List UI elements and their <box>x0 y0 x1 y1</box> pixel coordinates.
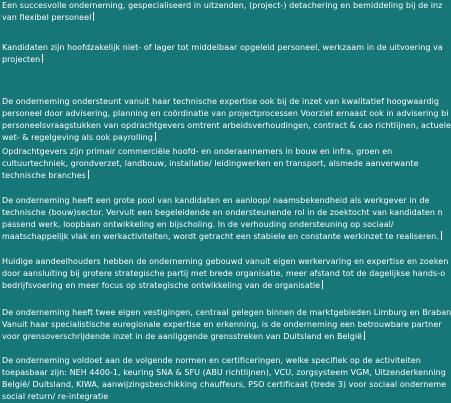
paragraph-candidate-pool <box>2 195 443 243</box>
paragraph-line: Opdrachtgevers zijn primair commerciële hoofd- en onderaannemers in bouw en infra, groen en <box>2 147 393 156</box>
paragraph-line: van flexibel personeel <box>2 12 442 24</box>
paragraph-line: De onderneming voldoet aan de volgende normen en certificeringen, welke specifiek op de activiteiten <box>2 356 421 365</box>
paragraph-line: voor grensoverschrijdende inzet in de aanliggende grensstreken van Duitsland en België <box>2 331 451 343</box>
paragraph-line: personeel door advisering, planning en coördinatie van projectprocessen Voorziet ernaast ook in advisering bi <box>2 109 449 118</box>
paragraph-line: projecten <box>2 54 443 66</box>
text-cursor <box>441 231 442 240</box>
text-cursor <box>88 170 89 179</box>
paragraph-line: door aansluiting bij grotere strategische partij met brede organisatie, meer afstand tot de dagelijkse hands-o <box>2 269 446 278</box>
paragraph-line: technische branches <box>2 170 419 182</box>
paragraph-locations <box>2 307 451 343</box>
paragraph-certifications <box>2 355 446 403</box>
text-cursor <box>42 54 43 63</box>
paragraph-line: maatschappelijk vlak en werkactiviteiten, wordt getracht een stabiele en constante werkinzet te realiseren. <box>2 231 443 243</box>
paragraph-line: toepasbaar zijn: NEH 4400-1, keuring SNA & SFU (ABU richtlijnen), VCU, zorgsysteem VGM, Uitzenderkenning <box>2 368 446 377</box>
paragraph-line: Een succesvolle onderneming, gespecialiseerd in uitzenden, (project-) detachering en bemiddeling bij de inz <box>2 1 443 10</box>
text-cursor <box>155 132 156 141</box>
text-cursor <box>93 12 94 21</box>
paragraph-line: passend werk, loopbaan ontwikkeling en bijscholing. In de verhouding ondersteuning op sociaal/ <box>2 220 394 229</box>
paragraph-line: technische (bouw)sector. Vervult een begeleidende en ondersteunende rol in de zoektocht van kandidaten n <box>2 208 443 217</box>
paragraph-shareholders <box>2 256 448 292</box>
text-cursor <box>364 331 365 340</box>
paragraph-technical-expertise <box>2 96 451 144</box>
paragraph-line: De onderneming ondersteunt vanuit haar technische expertise ook bij de inzet van kwalitatief hoogwaardig <box>2 97 439 106</box>
paragraph-line: Huidige aandeelhouders hebben de onderneming gebouwd vanuit eigen werkervaring en expertise en zoeken <box>2 257 449 266</box>
paragraph-line: social return/ re-integratie <box>2 392 109 401</box>
paragraph-clients <box>2 146 419 182</box>
paragraph-line: De onderneming heeft twee eigen vestigingen, centraal gelegen binnen de marktgebieden Limburg en Braban <box>2 308 451 317</box>
paragraph-line: De onderneming heeft een grote pool van kandidaten en aanloop/ naamsbekendheid als werkgever in de <box>2 196 430 205</box>
paragraph-line: bedrijfsvoering en meer focus op strategische ontwikkeling van de organisatie <box>2 280 448 292</box>
paragraph-line: wet- & regelgeving als ook payrolling <box>2 132 451 144</box>
paragraph-line: België/ Duitsland, KIWA, aanwijzingsbeschikking chauffeurs, PSO certificaat (trede 3) voor sociaal onderneme <box>2 380 447 389</box>
text-cursor <box>322 280 323 289</box>
paragraph-line: Kandidaten zijn hoofdzakelijk niet- of lager tot middelbaar opgeleid personeel, werkzaam in de uitvoering va <box>2 43 443 52</box>
paragraph-candidates <box>2 42 443 66</box>
paragraph-line: personeelsvraagstukken van opdrachtgevers omtrent arbeidsverhoudingen, contract & cao richtlijnen, actuele <box>2 121 451 130</box>
paragraph-line: cultuurtechniek, grondverzet, landbouw, installatie/ leidingwerken en transport, alsmede aanverwante <box>2 159 419 168</box>
paragraph-staffing-services <box>2 0 442 24</box>
paragraph-line: Vanuit haar specialistische euregionale expertise en erkenning, is de onderneming een betrouwbare partner <box>2 320 442 329</box>
